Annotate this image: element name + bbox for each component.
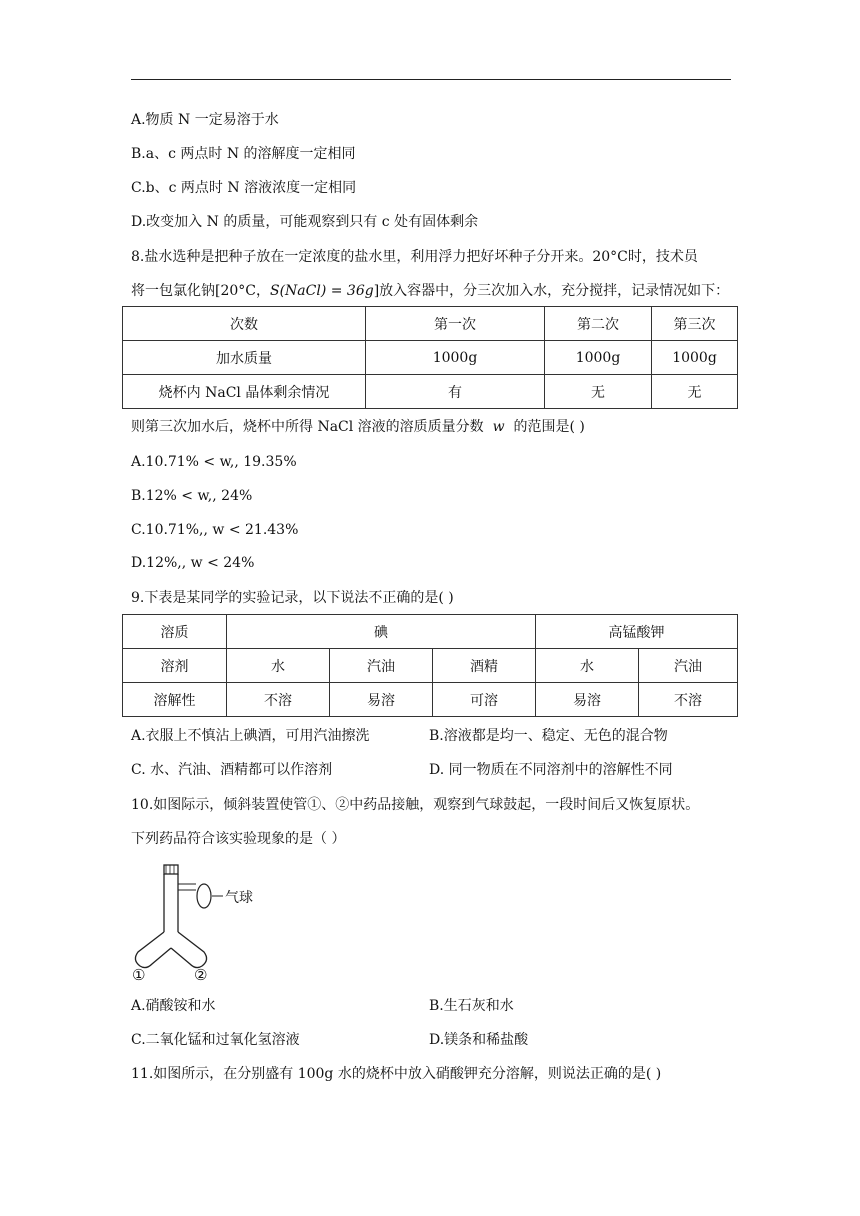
table-cell: 酒精 — [433, 649, 536, 683]
tube-leg-1 — [135, 932, 171, 968]
table-cell: 溶解性 — [123, 683, 227, 717]
balloon-shape — [197, 884, 211, 908]
tube-label-2: ② — [194, 966, 208, 984]
table-cell: 1000g — [652, 341, 738, 375]
table-cell: 可溶 — [433, 683, 536, 717]
q8-option-a: A.10.71% < w,, 19.35% — [131, 454, 297, 470]
table-cell: 水 — [536, 649, 639, 683]
q8-question: 则第三次加水后，烧杯中所得 NaCl 溶液的溶质质量分数 w 的范围是( ) — [131, 419, 585, 435]
q7-option-b: B.a、c 两点时 N 的溶解度一定相同 — [131, 146, 356, 162]
q10-option-c: C.二氧化锰和过氧化氢溶液 — [131, 1032, 300, 1048]
table-header-cell: 次数 — [123, 307, 366, 341]
table-row — [123, 307, 738, 341]
q8-table — [122, 306, 738, 409]
balloon-label: 气球 — [225, 890, 253, 906]
table-header-cell: 碘 — [227, 615, 536, 649]
table-cell: 无 — [652, 375, 738, 409]
y-tube-diagram — [128, 860, 268, 985]
q9-option-a: A.衣服上不慎沾上碘酒，可用汽油擦洗 — [131, 728, 370, 744]
q7-option-a: A.物质 N 一定易溶于水 — [131, 112, 279, 128]
table-cell: 有 — [366, 375, 545, 409]
q8-option-c: C.10.71%,, w < 21.43% — [131, 522, 299, 538]
q10-stem-line2: 下列药品符合该实验现象的是（ ） — [131, 831, 346, 847]
table-header-cell: 溶质 — [123, 615, 227, 649]
table-cell: 易溶 — [536, 683, 639, 717]
table-cell: 不溶 — [639, 683, 738, 717]
y-tube-apparatus-figure — [128, 860, 268, 985]
table-header-cell: 第二次 — [545, 307, 652, 341]
q9-option-b: B.溶液都是均一、稳定、无色的混合物 — [429, 728, 668, 744]
table-cell: 不溶 — [227, 683, 330, 717]
table-row — [123, 683, 738, 717]
table-header-cell: 第一次 — [366, 307, 545, 341]
q8-solubility-formula: S(NaCl) = 36g — [270, 283, 374, 299]
q8-option-b: B.12% < w,, 24% — [131, 488, 253, 504]
q10-stem-line1: 10.如图际示，倾斜装置使管①、②中药品接触，观察到气球鼓起，一段时间后又恢复原状。 — [131, 797, 700, 813]
q9-stem: 9.下表是某同学的实验记录，以下说法不正确的是( ) — [131, 590, 454, 606]
header-rule — [131, 79, 731, 80]
q7-option-d: D.改变加入 N 的质量，可能观察到只有 c 处有固体剩余 — [131, 214, 479, 230]
q9-table — [122, 614, 738, 717]
table-row — [123, 649, 738, 683]
q10-option-a: A.硝酸铵和水 — [131, 998, 216, 1014]
table-header-cell: 高锰酸钾 — [536, 615, 738, 649]
table-row — [123, 375, 738, 409]
q11-stem: 11.如图所示，在分别盛有 100g 水的烧杯中放入硝酸钾充分溶解，则说法正确的是( ) — [131, 1066, 662, 1082]
table-header-cell: 第三次 — [652, 307, 738, 341]
table-cell: 加水质量 — [123, 341, 366, 375]
table-row — [123, 615, 738, 649]
table-row — [123, 341, 738, 375]
q8-stem-line2: 将一包氯化钠[20°C，S(NaCl) = 36g]放入容器中，分三次加入水，充分搅拌，记录情况如下： — [131, 283, 730, 299]
tube-label-1: ① — [132, 966, 146, 984]
table-cell: 1000g — [366, 341, 545, 375]
q9-option-d: D. 同一物质在不同溶剂中的溶解性不同 — [429, 762, 673, 778]
table-cell: 烧杯内 NaCl 晶体剩余情况 — [123, 375, 366, 409]
q8-stem-line1: 8.盐水选种是把种子放在一定浓度的盐水里，利用浮力把好坏种子分开来。20°C时，技术员 — [131, 249, 698, 265]
q9-option-c: C. 水、汽油、酒精都可以作溶剂 — [131, 762, 333, 778]
table-cell: 水 — [227, 649, 330, 683]
q8-option-d: D.12%,, w < 24% — [131, 555, 255, 571]
table-cell: 汽油 — [330, 649, 433, 683]
table-cell: 溶剂 — [123, 649, 227, 683]
tube-leg-2 — [171, 932, 207, 968]
table-cell: 易溶 — [330, 683, 433, 717]
q7-option-c: C.b、c 两点时 N 溶液浓度一定相同 — [131, 180, 357, 196]
q10-option-b: B.生石灰和水 — [429, 998, 514, 1014]
q10-option-d: D.镁条和稀盐酸 — [429, 1032, 529, 1048]
table-cell: 无 — [545, 375, 652, 409]
table-cell: 1000g — [545, 341, 652, 375]
table-cell: 汽油 — [639, 649, 738, 683]
